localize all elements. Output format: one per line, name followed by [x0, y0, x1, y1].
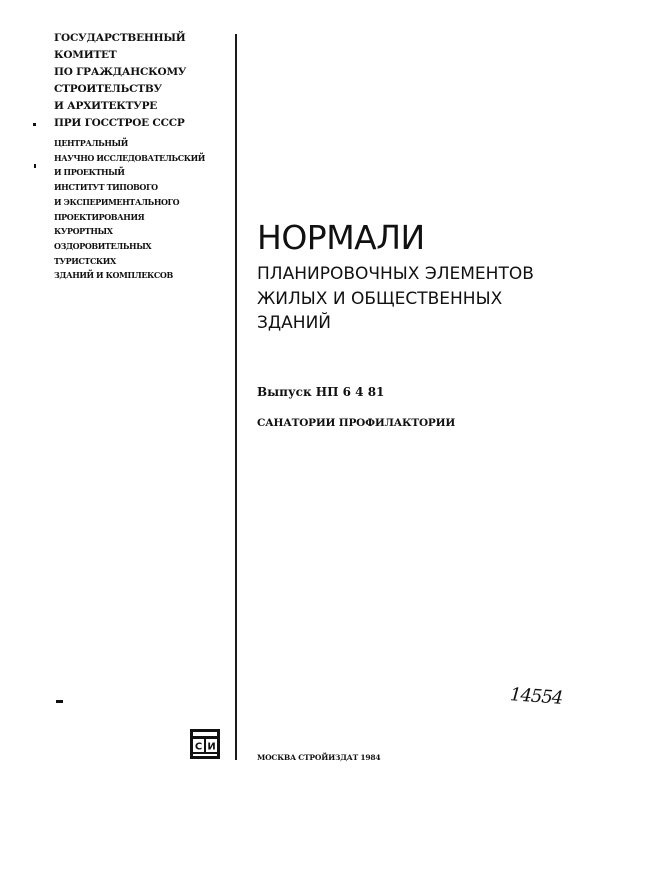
subtitle-line: ЖИЛЫХ И ОБЩЕСТВЕННЫХ: [257, 288, 503, 309]
committee-line: ПРИ ГОССТРОЕ СССР: [54, 117, 185, 129]
publisher-imprint: МОСКВА СТРОЙИЗДАТ 1984: [257, 753, 381, 762]
institute-line: ОЗДОРОВИТЕЛЬНЫХ: [54, 240, 152, 251]
logo-letter-right: И: [207, 741, 216, 753]
issue-number: Выпуск НП 6 4 81: [257, 385, 385, 399]
document-subtitle: [257, 262, 534, 336]
publisher-logo-icon: [189, 728, 221, 760]
subtitle-line: ЗДАНИЙ: [257, 313, 332, 333]
scan-mark: [34, 164, 36, 168]
committee-line: ПО ГРАЖДАНСКОМУ: [54, 66, 187, 78]
handwritten-inventory-number: 14554: [509, 684, 563, 709]
publisher-organization-block: [54, 30, 232, 283]
institute-line: И ПРОЕКТНЫЙ: [54, 167, 125, 178]
institute-line: НАУЧНО ИССЛЕДОВАТЕЛЬСКИЙ: [54, 152, 205, 163]
institute-line: ЗДАНИЙ И КОМПЛЕКСОВ: [54, 270, 173, 281]
document-topic: САНАТОРИИ ПРОФИЛАКТОРИИ: [257, 417, 456, 429]
scan-mark: [33, 123, 36, 126]
institute-line: ПРОЕКТИРОВАНИЯ: [54, 211, 145, 222]
committee-name: [54, 30, 232, 132]
committee-line: И АРХИТЕКТУРЕ: [54, 100, 158, 112]
logo-letter-left: С: [194, 741, 203, 753]
institute-line: ИНСТИТУТ ТИПОВОГО: [54, 182, 158, 193]
subtitle-line: ПЛАНИРОВОЧНЫХ ЭЛЕМЕНТОВ: [257, 264, 534, 284]
institute-line: ЦЕНТРАЛЬНЫЙ: [54, 138, 128, 148]
committee-line: КОМИТЕТ: [54, 49, 117, 61]
vertical-divider: [235, 34, 237, 760]
document-title: НОРМАЛИ: [257, 218, 425, 257]
committee-line: СТРОИТЕЛЬСТВУ: [54, 83, 162, 95]
institute-line: ТУРИСТСКИХ: [54, 255, 116, 266]
institute-line: КУРОРТНЫХ: [54, 226, 113, 237]
institute-line: И ЭКСПЕРИМЕНТАЛЬНОГО: [54, 196, 180, 207]
committee-line: ГОСУДАРСТВЕННЫЙ: [54, 32, 186, 44]
institute-name: [54, 136, 232, 283]
scan-mark: [56, 700, 63, 703]
